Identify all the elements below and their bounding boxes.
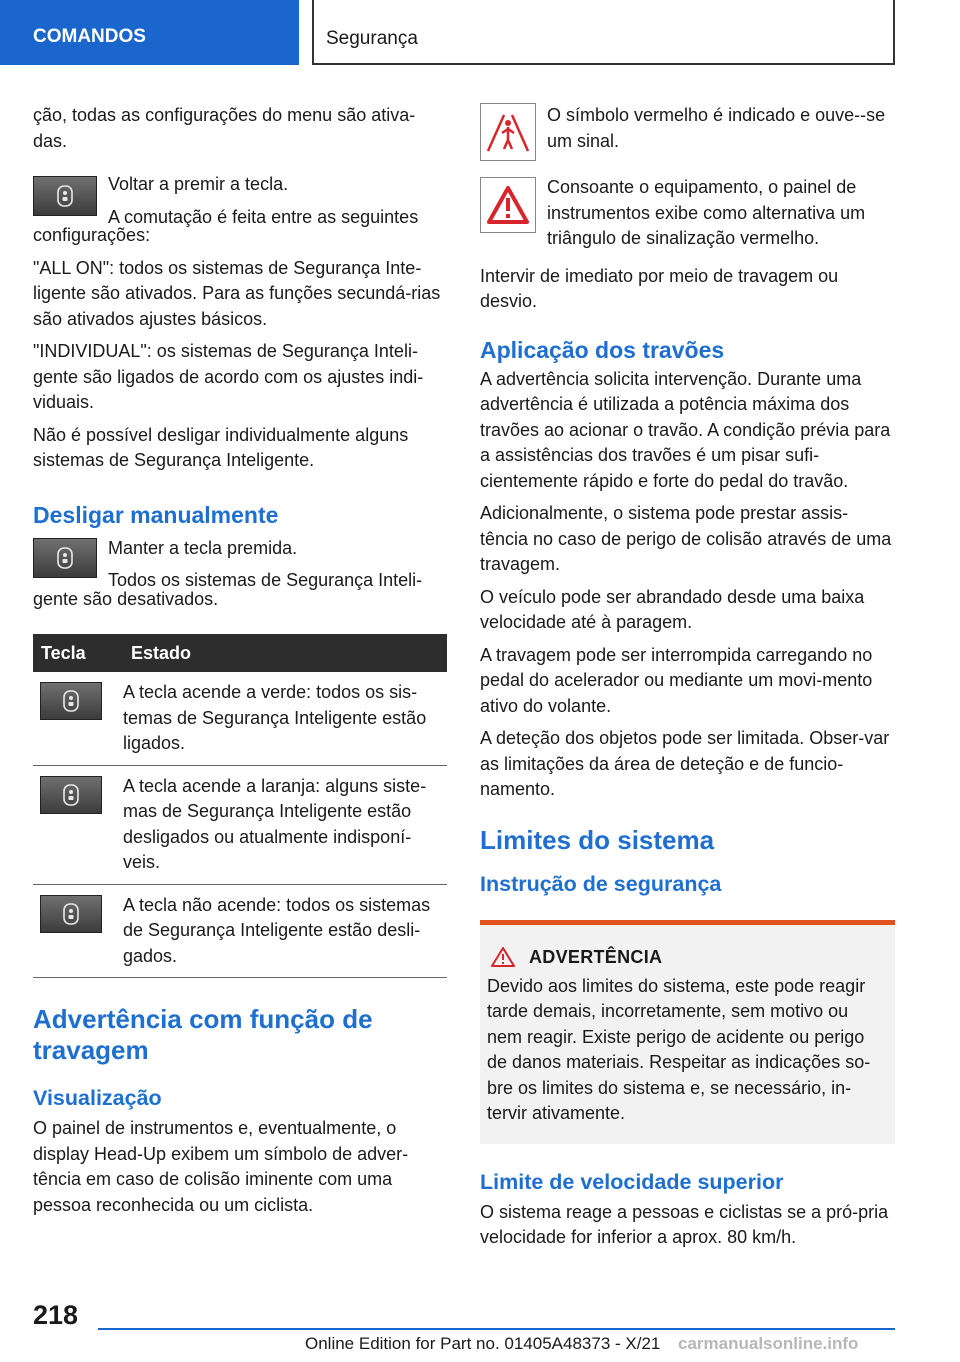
paragraph-aplicacao-4: A travagem pode ser interrompida carregando no pedal do acelerador ou mediante um movi-mento ativo do volante.: [480, 644, 873, 716]
paragraph-continuation: ção, todas as configurações do menu são ativa-das.: [33, 105, 416, 151]
paragraph-aplicacao-3: O veículo pode ser abrandado desde uma baixa velocidade até à paragem.: [480, 586, 865, 632]
safety-key-button-icon: [40, 895, 102, 933]
triangle-warning-row: [480, 175, 895, 252]
right-column: [480, 103, 895, 1258]
key1-text-2b: configurações:: [33, 225, 151, 245]
safety-key-button-icon: [33, 176, 97, 216]
page-number: 218: [33, 1300, 79, 1330]
key-state-table: [33, 634, 447, 978]
icon1-text: O símbolo vermelho é indicado e ouve--se um sinal.: [547, 105, 886, 151]
heading-aplicacao: Aplicação dos travões: [480, 336, 725, 363]
warning-heading: [487, 947, 887, 968]
paragraph-aplicacao-1: A advertência solicita intervenção. Durante uma advertência é utilizada a potência máxima dos travões ao acionar o travão. A condição prévia para a assistências dos travões é um pisar sufi-cientemente rápido e forte do pedal do travão.: [480, 368, 891, 491]
left-column: [33, 103, 447, 1225]
table-cell-state: A tecla não acende: todos os sistemas de Segurança Inteligente estão desli-gados.: [123, 884, 447, 978]
heading-instrucao: Instrução de segurança: [480, 871, 722, 896]
paragraph-individual: "INDIVIDUAL": os sistemas de Segurança Inteli-gente são ligados de acordo com os ajustes indi-viduais.: [33, 341, 424, 412]
pedestrian-warning-row: [480, 103, 895, 161]
warning-text: Devido aos limites do sistema, este pode reagir tarde demais, incorretamente, sem motivo ou nem reagir. Existe perigo de acidente ou perigo de danos materiais. Respeitar as indicações so-bre os limites do sistema e, se necessário, in-tervir ativamente.: [487, 975, 871, 1123]
chapter-title: Segurança: [326, 28, 418, 49]
safety-key-button-icon: [33, 538, 97, 578]
paragraph-intervir: Intervir de imediato por meio de travagem ou desvio.: [480, 265, 839, 311]
warning-box: [480, 920, 895, 1144]
table-cell-state: A tecla acende a laranja: alguns siste-mas de Segurança Inteligente estão desligados ou atualmente indisponí-veis.: [123, 765, 447, 884]
chapter-title-box: [312, 0, 895, 65]
table-row: [33, 672, 447, 765]
heading-limite-velocidade: Limite de velocidade superior: [480, 1169, 784, 1194]
section-tab: [0, 0, 299, 65]
warning-triangle-icon: [480, 177, 536, 233]
watermark: carmanualsonline.info: [678, 1334, 859, 1353]
key-instruction-1: [33, 172, 447, 230]
table-header-tecla: Tecla: [33, 634, 123, 672]
key-instruction-2: [33, 536, 447, 594]
icon2-text: Consoante o equipamento, o painel de instrumentos exibe como alternativa um triângulo de sinalização vermelho.: [547, 177, 866, 248]
key2-text-2a: Todos os sistemas de Segurança Inteli-: [108, 570, 423, 590]
paragraph-limite-velocidade: O sistema reage a pessoas e ciclistas se a pró-pria velocidade for inferior a aprox. 80 km/h.: [480, 1201, 889, 1247]
heading-visualizacao: Visualização: [33, 1086, 162, 1110]
paragraph-aplicacao-5: A deteção dos objetos pode ser limitada. Obser-var as limitações da área de deteção e de funcio-namento.: [480, 728, 890, 799]
section-label: COMANDOS: [33, 26, 146, 47]
warning-title: ADVERTÊNCIA: [529, 946, 663, 967]
key1-text: Voltar a premir a tecla.: [108, 174, 289, 194]
table-header-estado: Estado: [123, 634, 447, 672]
safety-key-button-icon: [40, 682, 102, 720]
footer-edition: Online Edition for Part no. 01405A48373 - X/21: [305, 1334, 661, 1353]
safety-key-button-icon: [40, 776, 102, 814]
paragraph-all-on: "ALL ON": todos os sistemas de Segurança Inte-ligente são ativados. Para as funções secundá-rias são ativados ajustes básicos.: [33, 257, 441, 329]
key1-text-2a: A comutação é feita entre as seguintes: [108, 206, 419, 227]
heading-limites: Limites do sistema: [480, 824, 715, 855]
warning-triangle-icon: [491, 947, 515, 967]
paragraph-visualizacao: O painel de instrumentos e, eventualmente, o display Head-Up exibem um símbolo de adver-tência em caso de colisão iminente com uma pessoa reconhecida ou um ciclista.: [33, 1118, 409, 1215]
paragraph-aplicacao-2: Adicionalmente, o sistema pode prestar assis-tência no caso de perigo de colisão através de uma travagem.: [480, 503, 892, 574]
paragraph-not-possible: Não é possível desligar individualmente alguns sistemas de Segurança Inteligente.: [33, 424, 409, 470]
key2-text-2b: gente são desativados.: [33, 588, 219, 609]
pedestrian-warning-icon: [480, 103, 536, 161]
table-cell-state: A tecla acende a verde: todos os sis-temas de Segurança Inteligente estão ligados.: [123, 672, 447, 765]
key2-text: Manter a tecla premida.: [108, 537, 298, 558]
table-row: [33, 765, 447, 884]
table-row: [33, 884, 447, 978]
heading-desligar: Desligar manualmente: [33, 501, 279, 528]
heading-advertencia: Advertência com função de travagem: [33, 1004, 373, 1065]
footer-rule: [98, 1328, 895, 1330]
